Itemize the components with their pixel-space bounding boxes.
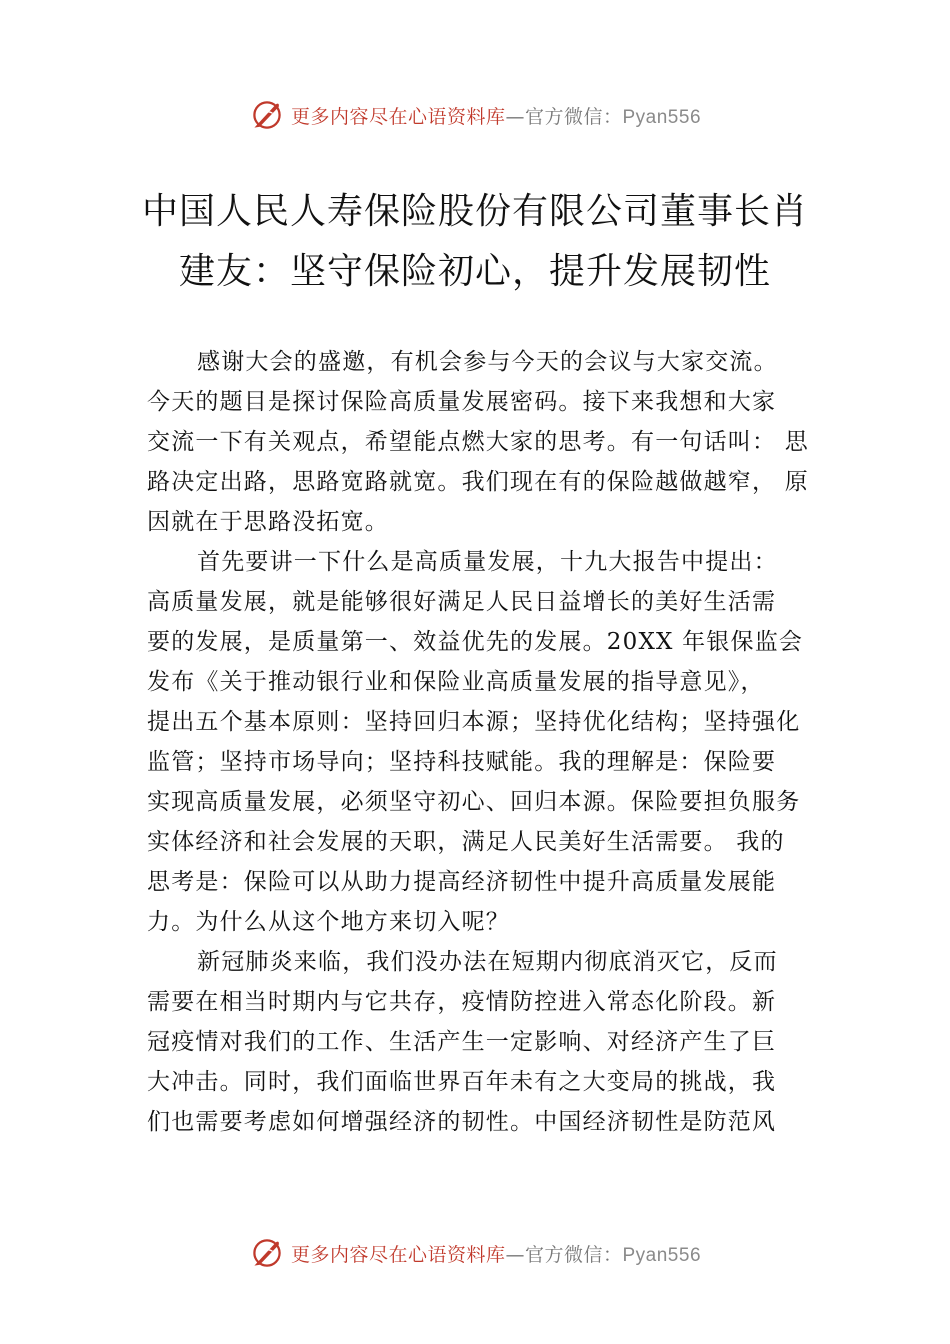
banner-text [291, 1240, 701, 1267]
body-line: 需要在相当时期内与它共存，疫情防控进入常态化阶段。新 [147, 989, 777, 1015]
quill-seal-icon [249, 1235, 285, 1271]
body-line: 发布《关于推动银行业和保险业高质量发展的指导意见》， [147, 669, 765, 695]
banner-text [291, 102, 701, 129]
banner-prefix: 更多内容尽在心语资料库 [290, 1243, 506, 1266]
body-line: 因就在于思路没拓宽。 [147, 509, 389, 535]
body-line: 感谢大会的盛邀，有机会参与今天的会议与大家交流。 [197, 349, 778, 375]
body-line: 们也需要考虑如何增强经济的韧性。中国经济韧性是防范风 [147, 1109, 777, 1135]
header-banner [0, 95, 950, 135]
banner-dash: — [505, 1243, 525, 1266]
body-line: 思考是：保险可以从助力提高经济韧性中提升高质量发展能 [147, 869, 777, 895]
document-body [147, 342, 822, 1142]
quill-seal-icon [249, 97, 285, 133]
document-title [120, 182, 830, 302]
body-line: 新冠肺炎来临，我们没办法在短期内彻底消灭它，反而 [197, 949, 778, 975]
banner-wechat-label: 官方微信： [524, 105, 623, 128]
body-line: 今天的题目是探讨保险高质量发展密码。接下来我想和大家 [147, 389, 777, 415]
banner-wechat-id: Pyan556 [622, 106, 702, 128]
body-line: 提出五个基本原则：坚持回归本源；坚持优化结构；坚持强化 [147, 709, 801, 735]
banner-wechat-id: Pyan556 [622, 1244, 702, 1266]
body-line: 高质量发展，就是能够很好满足人民日益增长的美好生活需 [147, 589, 777, 615]
body-line: 交流一下有关观点，希望能点燃大家的思考。有一句话叫： 思 [147, 429, 809, 455]
title-line-2: 建友：坚守保险初心，提升发展韧性 [178, 251, 771, 292]
body-line: 监管；坚持市场导向；坚持科技赋能。我的理解是：保险要 [147, 749, 777, 775]
body-line: 要的发展，是质量第一、效益优先的发展。20XX 年银保监会 [147, 629, 804, 655]
body-line: 冠疫情对我们的工作、生活产生一定影响、对经济产生了巨 [147, 1029, 777, 1055]
banner-wechat-label: 官方微信： [524, 1243, 623, 1266]
banner-dash: — [505, 105, 525, 128]
body-line: 实现高质量发展，必须坚守初心、回归本源。保险要担负服务 [147, 789, 801, 815]
body-line: 路决定出路，思路宽路就宽。我们现在有的保险越做越窄， 原 [147, 469, 809, 495]
banner-prefix: 更多内容尽在心语资料库 [290, 105, 506, 128]
body-line: 大冲击。同时，我们面临世界百年未有之大变局的挑战，我 [147, 1069, 777, 1095]
body-line: 实体经济和社会发展的天职，满足人民美好生活需要。 我的 [147, 829, 785, 855]
title-line-1: 中国人民人寿保险股份有限公司董事长肖 [141, 191, 808, 232]
footer-banner [0, 1233, 950, 1273]
body-line: 首先要讲一下什么是高质量发展，十九大报告中提出： [197, 549, 778, 575]
body-line: 力。为什么从这个地方来切入呢？ [147, 909, 510, 935]
